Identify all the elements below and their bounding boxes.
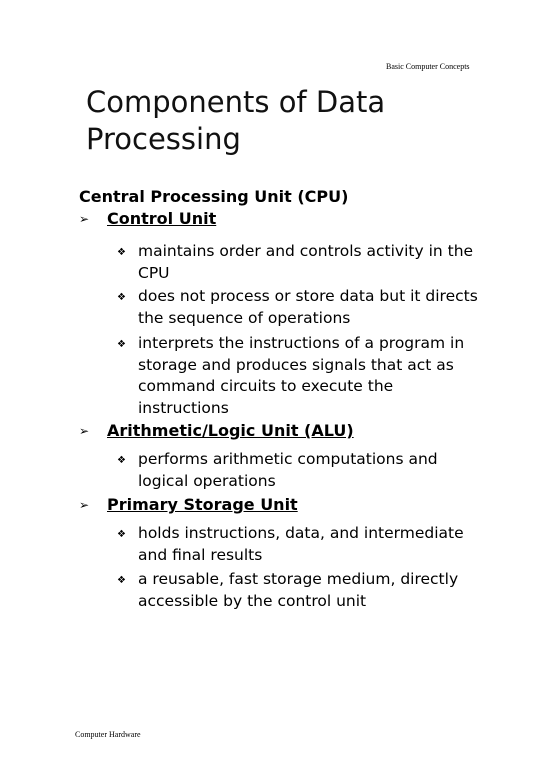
page-header: Basic Computer Concepts — [386, 62, 470, 71]
diamond-bullet-icon: ❖ — [117, 455, 126, 466]
item-label: Primary Storage Unit — [107, 495, 298, 514]
sub-item-text: performs arithmetic computations and logical operations — [138, 450, 438, 490]
sub-list-item — [117, 449, 487, 492]
diamond-bullet-icon: ❖ — [117, 339, 126, 350]
diamond-bullet-icon: ❖ — [117, 247, 126, 258]
sub-list-item — [117, 523, 487, 566]
sub-list-item — [117, 286, 487, 329]
arrow-bullet-icon: ➢ — [79, 212, 90, 226]
sub-list-item — [117, 241, 487, 284]
sub-item-text: holds instructions, data, and intermediate and final results — [138, 524, 464, 564]
list-item-primary-storage — [79, 495, 298, 514]
item-label: Arithmetic/Logic Unit (ALU) — [107, 421, 354, 440]
sub-item-text: a reusable, fast storage medium, directly accessible by the control unit — [138, 570, 459, 610]
list-item-control-unit — [79, 209, 216, 228]
list-item-alu — [79, 421, 354, 440]
diamond-bullet-icon: ❖ — [117, 529, 126, 540]
diamond-bullet-icon: ❖ — [117, 292, 126, 303]
section-heading: Central Processing Unit (CPU) — [79, 187, 349, 206]
sub-item-text: maintains order and controls activity in the CPU — [138, 242, 474, 282]
sub-list-item — [117, 569, 487, 612]
diamond-bullet-icon: ❖ — [117, 575, 126, 586]
page-title: Components of Data Processing — [86, 85, 386, 156]
sub-list-item — [117, 333, 487, 419]
sub-item-text: does not process or store data but it directs the sequence of operations — [138, 287, 478, 327]
sub-item-text: interprets the instructions of a program in storage and produces signals that act as command circuits to execute the instructions — [138, 334, 465, 417]
arrow-bullet-icon: ➢ — [79, 424, 90, 438]
item-label: Control Unit — [107, 209, 217, 228]
arrow-bullet-icon: ➢ — [79, 498, 90, 512]
page-footer: Computer Hardware — [75, 730, 141, 739]
